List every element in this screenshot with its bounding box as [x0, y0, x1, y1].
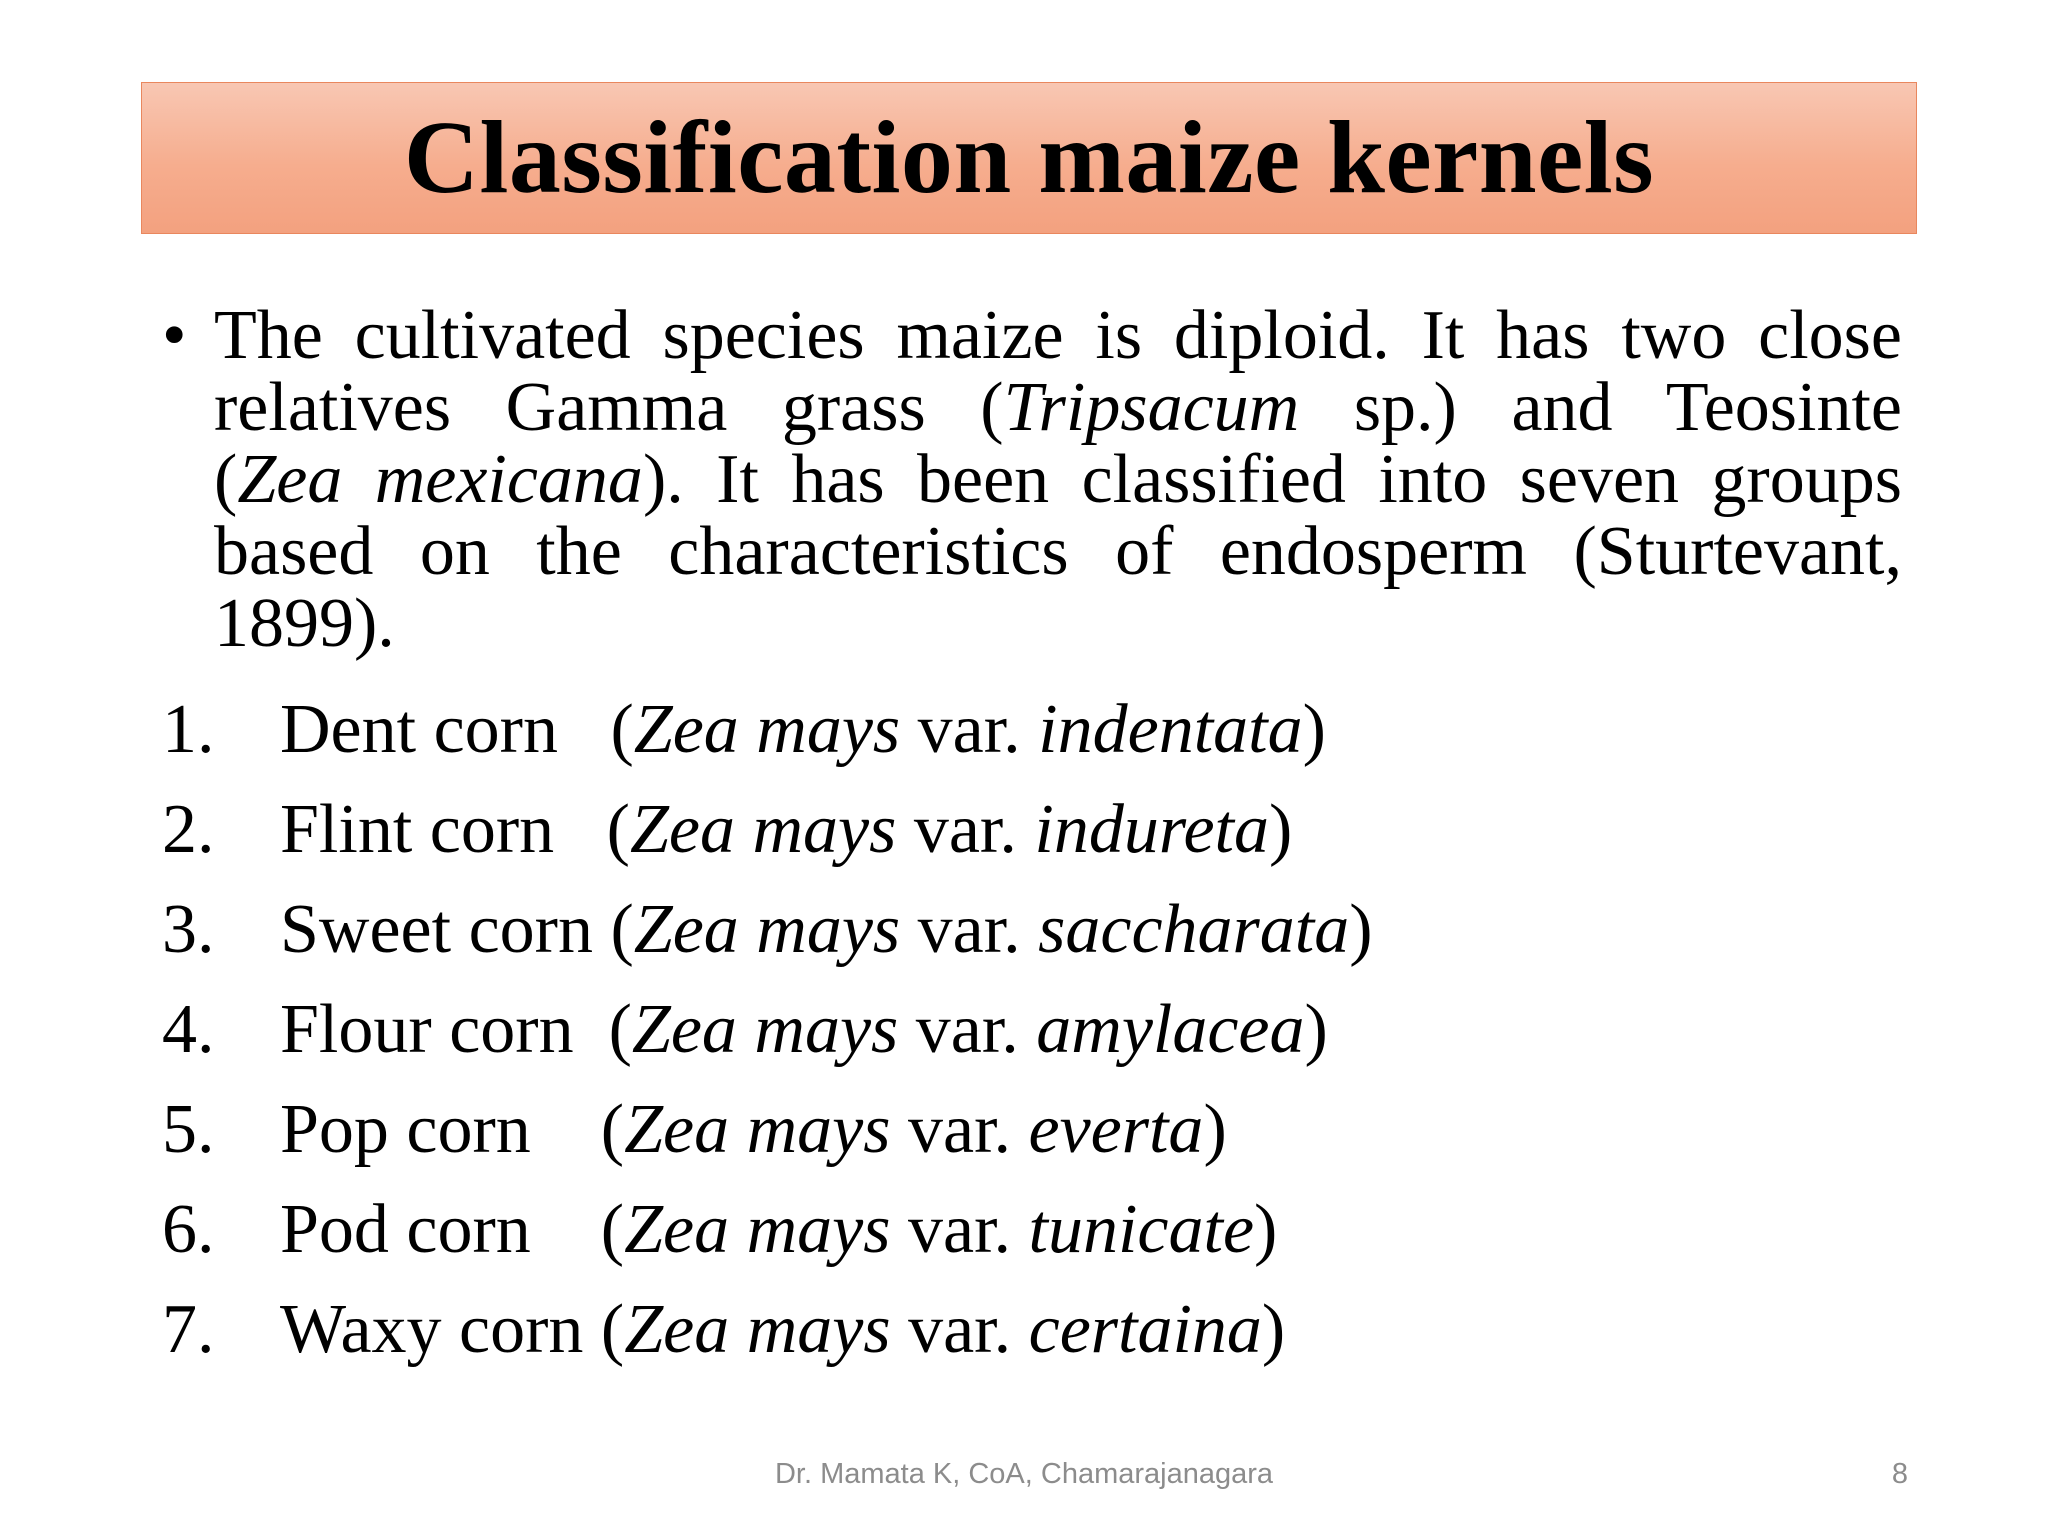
- intro-line-4-text: based on the characteristics of endosperm (Sturtevant,: [214, 513, 1902, 590]
- intro-line-5-text: 1899).: [214, 585, 395, 662]
- intro-line-3: [214, 441, 1902, 518]
- list-item: [162, 890, 1373, 990]
- list-item: [162, 1290, 1286, 1390]
- list-item-var: var.: [898, 991, 1037, 1068]
- intro-line-2-text-b: sp.) and Teosinte: [1299, 369, 1902, 446]
- list-item-variety: tunicate: [1028, 1191, 1255, 1268]
- page-number: 8: [1891, 1458, 1908, 1490]
- list-item-genus: Zea mays: [629, 791, 897, 868]
- list-item-var: var.: [900, 691, 1039, 768]
- list-item-var: var.: [890, 1091, 1029, 1168]
- list-item-variety: amylacea: [1036, 991, 1305, 1068]
- list-item-close: ): [1268, 791, 1293, 868]
- list-item-variety: everta: [1028, 1091, 1204, 1168]
- list-item-genus: Zea mays: [624, 1091, 891, 1168]
- intro-line-3-text-a: (: [214, 441, 238, 518]
- list-item-name: Flour corn (: [280, 991, 632, 1068]
- list-item-close: ): [1302, 691, 1326, 768]
- list-item-var: var.: [890, 1291, 1029, 1368]
- list-item-close: ): [1304, 991, 1328, 1068]
- list-item-name: Dent corn (: [280, 691, 634, 768]
- list-item-name: Waxy corn (: [280, 1291, 625, 1368]
- corn-groups-list: [162, 690, 1373, 1390]
- list-item-number: 7.: [162, 1291, 215, 1368]
- list-item-variety: indentata: [1038, 691, 1303, 768]
- list-item-genus: Zea mays: [633, 891, 901, 968]
- intro-line-1: [214, 297, 1902, 374]
- bullet-marker: •: [162, 297, 187, 374]
- list-item-number: 5.: [162, 1091, 215, 1168]
- list-item-close: ): [1254, 1191, 1278, 1268]
- intro-line-4: [214, 513, 1902, 590]
- list-item: [162, 790, 1293, 890]
- list-item-number: 3.: [162, 891, 215, 968]
- intro-line-2-italic: Tripsacum: [1003, 369, 1300, 446]
- list-item-number: 2.: [162, 791, 215, 868]
- list-item-name: Pod corn (: [280, 1191, 625, 1268]
- list-item: [162, 1190, 1278, 1290]
- list-item-variety: certaina: [1028, 1291, 1262, 1368]
- list-item-name: Sweet corn (: [280, 891, 634, 968]
- slide-title: Classification maize kernels: [403, 100, 1655, 215]
- list-item-variety: saccharata: [1038, 891, 1350, 968]
- list-item: [162, 690, 1326, 790]
- list-item: [162, 1090, 1227, 1190]
- intro-line-2: [214, 369, 1902, 446]
- list-item-var: var.: [890, 1191, 1029, 1268]
- list-item-genus: Zea mays: [624, 1191, 891, 1268]
- list-item-var: var.: [900, 891, 1039, 968]
- intro-line-1-text: The cultivated species maize is diploid. It has two close: [214, 297, 1902, 374]
- slide-footer: Dr. Mamata K, CoA, Chamarajanagara: [774, 1458, 1274, 1490]
- list-item-genus: Zea mays: [633, 691, 901, 768]
- list-item-genus: Zea mays: [624, 1291, 891, 1368]
- list-item-genus: Zea mays: [631, 991, 899, 1068]
- list-item-name: Pop corn (: [280, 1091, 625, 1168]
- title-banner: [141, 82, 1917, 234]
- list-item-variety: indureta: [1034, 791, 1269, 868]
- list-item-name: Flint corn (: [280, 791, 630, 868]
- list-item: [162, 990, 1328, 1090]
- list-item-close: ): [1261, 1291, 1286, 1368]
- list-item-number: 1.: [162, 691, 215, 768]
- list-item-number: 4.: [162, 991, 215, 1068]
- list-item-close: ): [1349, 891, 1373, 968]
- intro-line-2-text-a: relatives Gamma grass (: [214, 369, 1004, 446]
- list-item-var: var.: [896, 791, 1035, 868]
- intro-line-3-italic: Zea mexicana: [237, 441, 643, 518]
- list-item-close: ): [1203, 1091, 1227, 1168]
- intro-line-3-text-b: ). It has been classified into seven groups: [642, 441, 1902, 518]
- intro-paragraph: [162, 297, 1902, 662]
- list-item-number: 6.: [162, 1191, 215, 1268]
- intro-line-5: [214, 585, 1902, 662]
